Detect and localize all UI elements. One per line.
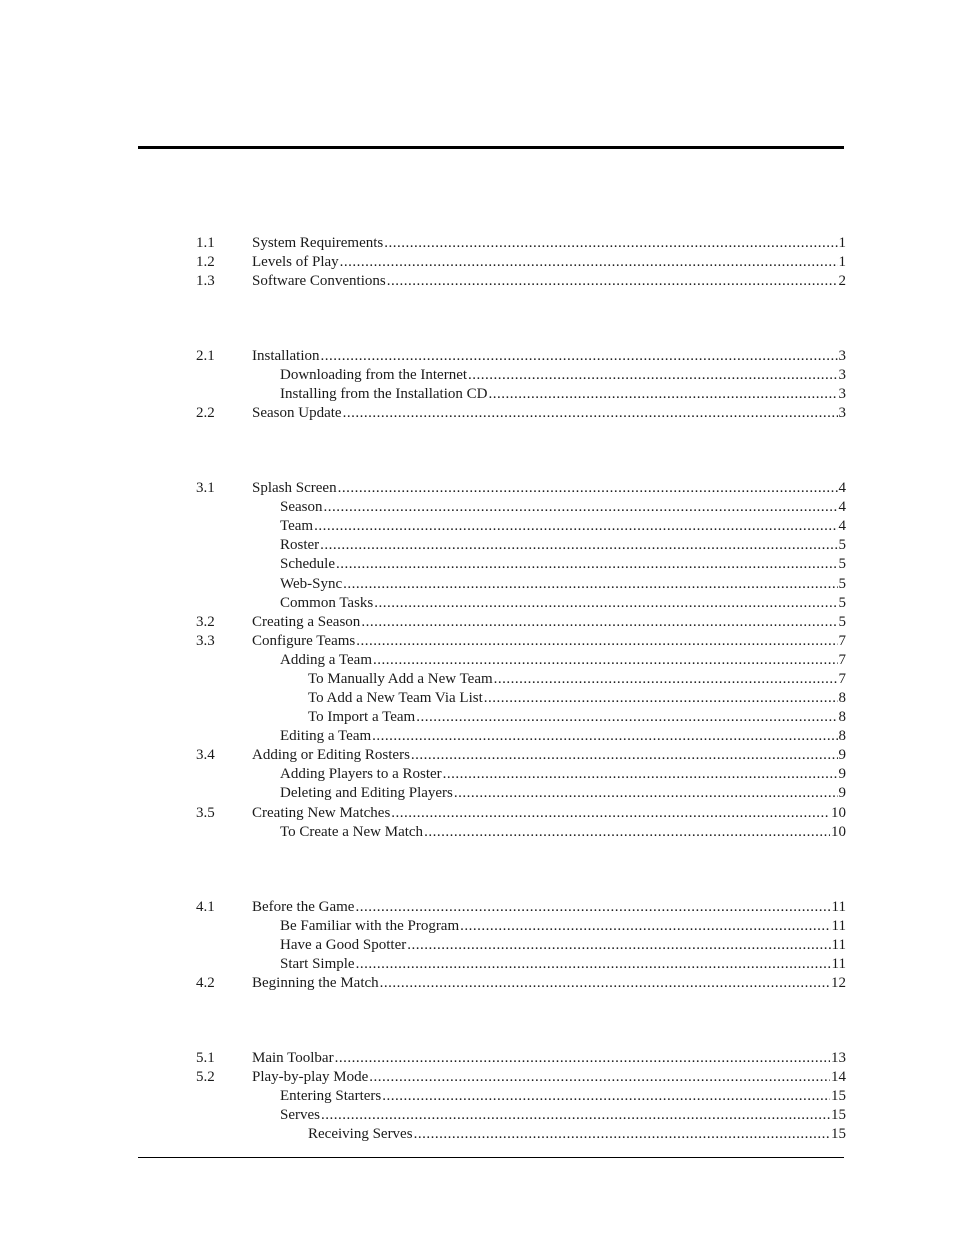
toc-entry-line xyxy=(252,746,846,765)
toc-entry-title: To Create a New Match xyxy=(280,824,424,840)
toc-entry-line xyxy=(280,1106,846,1125)
toc-page-number: 4 xyxy=(838,499,846,515)
toc-page-number: 11 xyxy=(831,918,846,934)
dot-leader xyxy=(411,746,838,765)
toc-page-number: 5 xyxy=(838,556,846,572)
toc-section-number: 3.2 xyxy=(196,614,215,630)
toc-entry-title: Receiving Serves xyxy=(308,1126,413,1142)
toc-section-number: 3.1 xyxy=(196,480,215,496)
toc-entry-title: Before the Game xyxy=(252,899,355,915)
toc-page-number: 8 xyxy=(838,690,846,706)
toc-entry[interactable] xyxy=(0,517,954,536)
toc-page-number: 5 xyxy=(838,595,846,611)
toc-page-number: 12 xyxy=(831,975,846,991)
toc-section-number: 3.5 xyxy=(196,805,215,821)
dot-leader xyxy=(380,974,830,993)
dot-leader xyxy=(416,708,837,727)
toc-entry-title: Software Conventions xyxy=(252,273,386,289)
toc-entry-title: Roster xyxy=(280,537,320,553)
toc-entry[interactable] xyxy=(0,404,954,423)
footer-rule xyxy=(138,1157,844,1158)
toc-page-number: 11 xyxy=(831,956,846,972)
dot-leader xyxy=(387,272,838,291)
toc-entry-line xyxy=(280,936,846,955)
toc-entry[interactable] xyxy=(0,1087,954,1106)
dot-leader xyxy=(488,385,837,404)
dot-leader xyxy=(356,955,831,974)
toc-entry-line xyxy=(308,689,846,708)
toc-entry-line xyxy=(280,594,846,613)
toc-entry-line xyxy=(252,272,846,291)
dot-leader xyxy=(374,594,837,613)
toc-section-number: 3.3 xyxy=(196,633,215,649)
toc-entry[interactable] xyxy=(0,936,954,955)
toc-entry-title: Deleting and Editing Players xyxy=(280,785,453,801)
toc-entry[interactable] xyxy=(0,613,954,632)
toc-entry-line xyxy=(280,651,846,670)
toc-page-number: 15 xyxy=(831,1088,846,1104)
toc-page-number: 9 xyxy=(838,785,846,801)
toc-page-number: 1 xyxy=(838,235,846,251)
dot-leader xyxy=(382,1087,830,1106)
toc-entry[interactable] xyxy=(0,727,954,746)
toc-page-number: 7 xyxy=(838,652,846,668)
toc-entry-line xyxy=(280,727,846,746)
toc-entry-line xyxy=(252,479,846,498)
dot-leader xyxy=(384,234,837,253)
dot-leader xyxy=(361,613,837,632)
dot-leader xyxy=(369,1068,830,1087)
toc-entry-title: Play-by-play Mode xyxy=(252,1069,369,1085)
toc-entry[interactable] xyxy=(0,479,954,498)
toc-entry-line xyxy=(252,234,846,253)
dot-leader xyxy=(460,917,830,936)
toc-section-number: 3.4 xyxy=(196,747,215,763)
toc-entry-line xyxy=(252,404,846,423)
toc-entry-title: System Requirements xyxy=(252,235,384,251)
toc-entry[interactable] xyxy=(0,498,954,517)
dot-leader xyxy=(484,689,838,708)
toc-entry-title: Configure Teams xyxy=(252,633,356,649)
toc-entry[interactable] xyxy=(0,234,954,253)
toc-section-number: 2.1 xyxy=(196,348,215,364)
toc-entry[interactable] xyxy=(0,594,954,613)
toc-entry-line xyxy=(280,498,846,517)
toc-entry[interactable] xyxy=(0,366,954,385)
toc-entry-line xyxy=(252,898,846,917)
toc-entry-title: Team xyxy=(280,518,314,534)
toc-page-number: 7 xyxy=(838,633,846,649)
toc-entry[interactable] xyxy=(0,272,954,291)
toc-entry-title: To Import a Team xyxy=(308,709,416,725)
toc-page-number: 11 xyxy=(831,937,846,953)
toc-entry[interactable] xyxy=(0,536,954,555)
toc-entry-title: Season xyxy=(280,499,323,515)
toc-section-number: 4.1 xyxy=(196,899,215,915)
dot-leader xyxy=(321,347,838,366)
toc-entry-line xyxy=(280,575,846,594)
toc-entry-title: Downloading from the Internet xyxy=(280,367,468,383)
toc-entry[interactable] xyxy=(0,1049,954,1068)
dot-leader xyxy=(335,1049,830,1068)
toc-entry-line xyxy=(280,765,846,784)
toc-entry[interactable] xyxy=(0,347,954,366)
toc-entry-line xyxy=(252,804,846,823)
dot-leader xyxy=(454,784,838,803)
toc-page-number: 14 xyxy=(831,1069,846,1085)
toc-entry-line xyxy=(252,974,846,993)
toc-page-number: 5 xyxy=(838,614,846,630)
toc-page-number: 3 xyxy=(838,405,846,421)
toc-page-number: 2 xyxy=(838,273,846,289)
toc-page-number: 9 xyxy=(838,766,846,782)
dot-leader xyxy=(314,517,837,536)
header-rule xyxy=(138,146,844,149)
toc-page-number: 5 xyxy=(838,576,846,592)
toc-entry-line xyxy=(280,917,846,936)
toc-page-number: 9 xyxy=(838,747,846,763)
toc-page-number: 11 xyxy=(831,899,846,915)
dot-leader xyxy=(343,404,838,423)
toc-entry-line xyxy=(280,784,846,803)
toc-section-number: 4.2 xyxy=(196,975,215,991)
toc-entry-title: Adding or Editing Rosters xyxy=(252,747,410,763)
dot-leader xyxy=(338,479,838,498)
toc-entry-title: Have a Good Spotter xyxy=(280,937,407,953)
toc-entry-title: Creating New Matches xyxy=(252,805,391,821)
toc-entry[interactable] xyxy=(0,253,954,272)
dot-leader xyxy=(414,1125,830,1144)
toc-entry-line xyxy=(280,1087,846,1106)
toc-entry[interactable] xyxy=(0,670,954,689)
dot-leader xyxy=(407,936,830,955)
toc-entry-line xyxy=(308,708,846,727)
toc-entry-line xyxy=(252,347,846,366)
toc-entry-line xyxy=(280,823,846,842)
toc-entry[interactable] xyxy=(0,1106,954,1125)
toc-page-number: 10 xyxy=(831,805,846,821)
toc-page-number: 7 xyxy=(838,671,846,687)
toc-entry[interactable] xyxy=(0,765,954,784)
toc-page-number: 15 xyxy=(831,1107,846,1123)
dot-leader xyxy=(372,727,837,746)
toc-entry-title: To Manually Add a New Team xyxy=(308,671,493,687)
toc-section-number: 1.1 xyxy=(196,235,215,251)
dot-leader xyxy=(343,575,837,594)
dot-leader xyxy=(391,804,830,823)
toc-entry-line xyxy=(252,253,846,272)
toc-section-number: 5.2 xyxy=(196,1069,215,1085)
toc-page-number: 8 xyxy=(838,728,846,744)
toc-entry-title: Entering Starters xyxy=(280,1088,382,1104)
toc-entry-title: Web-Sync xyxy=(280,576,343,592)
toc-entry[interactable] xyxy=(0,784,954,803)
toc-section-number: 5.1 xyxy=(196,1050,215,1066)
toc-entry[interactable] xyxy=(0,917,954,936)
toc-entry[interactable] xyxy=(0,898,954,917)
toc-entry-title: To Add a New Team Via List xyxy=(308,690,483,706)
toc-entry-title: Editing a Team xyxy=(280,728,372,744)
toc-page-number: 10 xyxy=(831,824,846,840)
toc-page-number: 5 xyxy=(838,537,846,553)
toc-entry-line xyxy=(280,555,846,574)
toc-page-number: 1 xyxy=(838,254,846,270)
toc-entry-title: Serves xyxy=(280,1107,320,1123)
toc-section-number: 2.2 xyxy=(196,405,215,421)
toc-page-number: 15 xyxy=(831,1126,846,1142)
toc-entry-line xyxy=(252,613,846,632)
dot-leader xyxy=(468,366,837,385)
toc-entry-title: Levels of Play xyxy=(252,254,339,270)
toc-entry-title: Installing from the Installation CD xyxy=(280,386,488,402)
toc-page-number: 4 xyxy=(838,480,846,496)
toc-entry-title: Be Familiar with the Program xyxy=(280,918,460,934)
toc-entry-line xyxy=(308,1125,846,1144)
toc-entry[interactable] xyxy=(0,823,954,842)
toc-entry[interactable] xyxy=(0,651,954,670)
dot-leader xyxy=(356,632,837,651)
toc-entry[interactable] xyxy=(0,955,954,974)
dot-leader xyxy=(320,536,837,555)
toc-entry[interactable] xyxy=(0,746,954,765)
toc-entry-line xyxy=(280,955,846,974)
dot-leader xyxy=(336,555,838,574)
toc-entry-line xyxy=(280,536,846,555)
toc-section-number: 1.2 xyxy=(196,254,215,270)
dot-leader xyxy=(424,823,830,842)
toc-entry-line xyxy=(308,670,846,689)
toc-entry-title: Main Toolbar xyxy=(252,1050,334,1066)
toc-entry[interactable] xyxy=(0,555,954,574)
toc-entry[interactable] xyxy=(0,974,954,993)
toc-page-number: 3 xyxy=(838,348,846,364)
toc-entry-title: Common Tasks xyxy=(280,595,374,611)
toc-entry-title: Schedule xyxy=(280,556,335,572)
toc-page-number: 3 xyxy=(838,386,846,402)
dot-leader xyxy=(373,651,838,670)
toc-section-number: 1.3 xyxy=(196,273,215,289)
toc-entry-title: Creating a Season xyxy=(252,614,361,630)
toc-entry[interactable] xyxy=(0,385,954,404)
toc-page-number: 8 xyxy=(838,709,846,725)
toc-entry[interactable] xyxy=(0,575,954,594)
toc-page-number: 13 xyxy=(831,1050,846,1066)
dot-leader xyxy=(340,253,838,272)
toc-entry-title: Adding a Team xyxy=(280,652,372,668)
toc-entry-title: Installation xyxy=(252,348,320,364)
toc-entry-line xyxy=(252,1068,846,1087)
toc-entry-line xyxy=(280,385,846,404)
dot-leader xyxy=(494,670,838,689)
toc-entry-title: Start Simple xyxy=(280,956,355,972)
dot-leader xyxy=(443,765,838,784)
toc-entry-title: Adding Players to a Roster xyxy=(280,766,442,782)
toc-entry[interactable] xyxy=(0,632,954,651)
toc-page-number: 3 xyxy=(838,367,846,383)
toc-entry-title: Splash Screen xyxy=(252,480,337,496)
toc-entry-line xyxy=(252,632,846,651)
toc-entry[interactable] xyxy=(0,1125,954,1144)
toc-entry[interactable] xyxy=(0,1068,954,1087)
toc-entry-title: Season Update xyxy=(252,405,342,421)
toc-page-number: 4 xyxy=(838,518,846,534)
toc-entry-title: Beginning the Match xyxy=(252,975,379,991)
dot-leader xyxy=(324,498,838,517)
toc-entry-line xyxy=(280,517,846,536)
toc-entry-line xyxy=(280,366,846,385)
toc-entry[interactable] xyxy=(0,689,954,708)
dot-leader xyxy=(355,898,830,917)
dot-leader xyxy=(321,1106,830,1125)
toc-entry-line xyxy=(252,1049,846,1068)
toc-entry[interactable] xyxy=(0,708,954,727)
toc-entry[interactable] xyxy=(0,804,954,823)
